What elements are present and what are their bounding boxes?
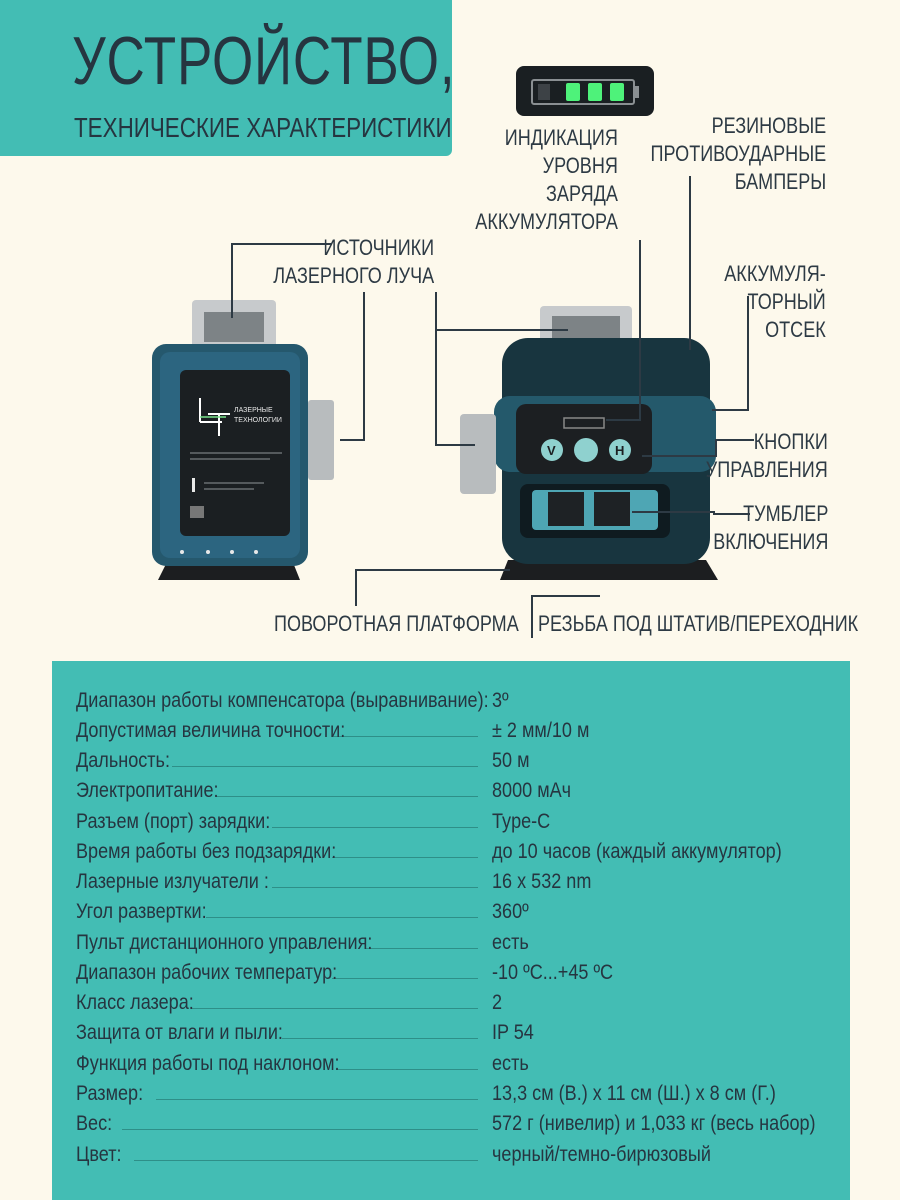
spec-row	[76, 777, 816, 805]
spec-key: Класс лазера:	[76, 991, 194, 1014]
spec-value: 572 г (нивелир) и 1,033 кг (весь набор)	[492, 1112, 816, 1135]
spec-value: до 10 часов (каждый аккумулятор)	[492, 840, 782, 863]
spec-row	[76, 959, 816, 987]
spec-key: Время работы без подзарядки:	[76, 840, 337, 863]
spec-row	[76, 929, 816, 957]
spec-row	[76, 1110, 816, 1138]
callout-battery-indicator: ИНДИКАЦИЯ УРОВНЯ ЗАРЯДА АККУМУЛЯТОРА	[475, 125, 618, 234]
callout-laser-sources: ИСТОЧНИКИ ЛАЗЕРНОГО ЛУЧА	[273, 235, 434, 288]
spec-value: 50 м	[492, 749, 530, 772]
spec-value: ± 2 мм/10 м	[492, 719, 590, 742]
callout-control-buttons: КНОПКИ УПРАВЛЕНИЯ	[705, 429, 828, 482]
spec-key: Цвет:	[76, 1143, 122, 1166]
spec-value: 360º	[492, 900, 529, 923]
brand-name-line1: ЛАЗЕРНЫЕ	[234, 407, 273, 414]
spec-value: есть	[492, 1052, 529, 1075]
specs-panel	[52, 661, 850, 1200]
spec-row	[76, 808, 816, 836]
spec-row	[76, 838, 816, 866]
button-h-label: H	[615, 443, 625, 458]
brand-name-line2: ТЕХНОЛОГИИ	[234, 417, 282, 424]
spec-row	[76, 1019, 816, 1047]
spec-value: 3º	[492, 689, 509, 712]
spec-value: Type-C	[492, 810, 551, 833]
spec-key: Функция работы под наклоном:	[76, 1052, 340, 1075]
spec-row	[76, 717, 816, 745]
spec-key: Допустимая величина точности:	[76, 719, 346, 742]
spec-row	[76, 1080, 816, 1108]
spec-row	[76, 1050, 816, 1078]
spec-value: 8000 мАч	[492, 779, 572, 802]
page-subtitle: ТЕХНИЧЕСКИЕ ХАРАКТЕРИСТИКИ	[74, 112, 452, 143]
spec-row	[76, 687, 816, 715]
laser-level-back-view	[152, 300, 334, 580]
spec-value: черный/темно-бирюзовый	[492, 1143, 711, 1166]
spec-key: Диапазон рабочих температур:	[76, 961, 338, 984]
spec-row	[76, 1141, 816, 1169]
spec-key: Дальность:	[76, 749, 170, 772]
spec-key: Угол развертки:	[76, 900, 207, 923]
spec-key: Вес:	[76, 1112, 113, 1135]
spec-key: Размер:	[76, 1082, 144, 1105]
callout-battery-compartment: АККУМУЛЯ- ТОРНЫЙ ОТСЕК	[724, 261, 826, 342]
callout-tripod-thread: РЕЗЬБА ПОД ШТАТИВ/ПЕРЕХОДНИК	[538, 611, 859, 636]
battery-indicator-icon	[516, 66, 654, 116]
callout-power-switch: ТУМБЛЕР ВКЛЮЧЕНИЯ	[712, 501, 828, 554]
spec-row	[76, 747, 816, 775]
spec-key: Электропитание:	[76, 779, 219, 802]
spec-key: Разъем (порт) зарядки:	[76, 810, 271, 833]
button-v-label: V	[547, 443, 556, 458]
laser-level-front-view	[460, 306, 718, 580]
spec-key: Лазерные излучатели :	[76, 870, 269, 893]
spec-value: -10 ºC...+45 ºC	[492, 961, 614, 984]
spec-value: есть	[492, 931, 529, 954]
callout-rotating-platform: ПОВОРОТНАЯ ПЛАТФОРМА	[274, 611, 519, 636]
spec-key: Диапазон работы компенсатора (выравнивание):	[76, 689, 489, 712]
page-title: УСТРОЙСТВО,	[72, 23, 456, 99]
spec-key: Защита от влаги и пыли:	[76, 1021, 283, 1044]
spec-value: IP 54	[492, 1021, 534, 1044]
callout-bumpers: РЕЗИНОВЫЕ ПРОТИВОУДАРНЫЕ БАМПЕРЫ	[650, 113, 826, 194]
spec-row	[76, 868, 816, 896]
spec-value: 2	[492, 991, 503, 1014]
spec-row	[76, 898, 816, 926]
spec-row	[76, 989, 816, 1017]
spec-value: 13,3 см (В.) x 11 см (Ш.) x 8 см (Г.)	[492, 1082, 776, 1105]
spec-key: Пульт дистанционного управления:	[76, 931, 373, 954]
spec-value: 16 x 532 nm	[492, 870, 592, 893]
